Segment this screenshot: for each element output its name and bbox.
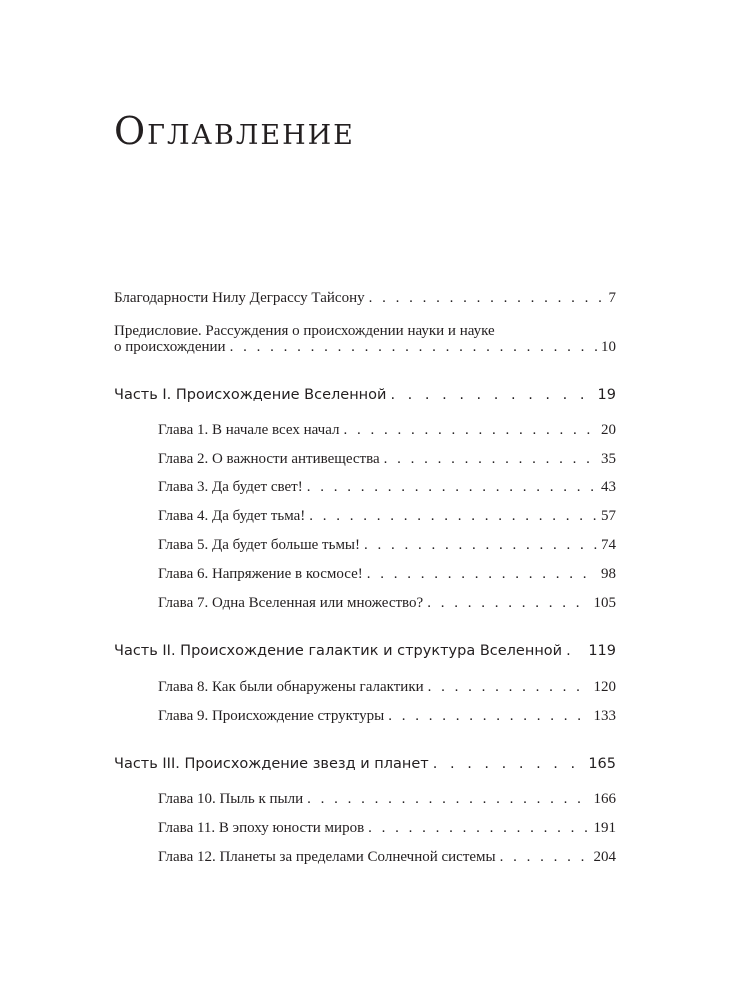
chapter-label: Глава 12. Планеты за пределами Солнечной системы [158, 849, 496, 865]
chapter-label: Глава 11. В эпоху юности миров [158, 820, 365, 836]
chapter-label: Глава 9. Происхождение структуры [158, 708, 385, 724]
chapter-label: Глава 7. Одна Вселенная или множество? [158, 595, 424, 611]
chapter-label: Глава 3. Да будет свет! [158, 479, 303, 495]
chapter-label: Глава 6. Напряжение в космосе! [158, 566, 363, 582]
dot-leader [427, 595, 589, 612]
toc-chapter-3 [158, 479, 616, 496]
entry-label: о происхождении [114, 339, 226, 355]
chapter-label: Глава 8. Как были обнаружены галактики [158, 679, 424, 695]
chapter-page: 105 [593, 595, 616, 611]
page-title: Оглавление [114, 109, 355, 153]
chapter-page: 20 [601, 422, 616, 438]
chapter-page: 43 [601, 479, 616, 495]
toc-chapter-5 [158, 537, 616, 554]
toc-part-3 [114, 756, 616, 772]
toc-chapter-12 [158, 849, 616, 866]
dot-leader [368, 820, 589, 837]
dot-leader [388, 708, 589, 725]
toc-part-2 [114, 643, 616, 659]
chapter-page: 35 [601, 451, 616, 467]
chapter-page: 204 [593, 849, 616, 865]
toc-chapter-2 [158, 451, 616, 468]
dot-leader [307, 791, 589, 808]
dot-leader [433, 756, 585, 772]
dot-leader [369, 290, 605, 307]
toc-part-1 [114, 387, 616, 403]
chapter-label: Глава 2. О важности антивещества [158, 451, 380, 467]
dot-leader [566, 643, 584, 659]
dot-leader [344, 422, 598, 439]
entry-page: 10 [601, 339, 616, 355]
toc-chapter-6 [158, 566, 616, 583]
toc-entry-preface-line1: Предисловие. Рассуждения о происхождении науки и науке [114, 323, 495, 339]
dot-leader [364, 537, 597, 554]
toc-chapter-4 [158, 508, 616, 525]
toc-chapter-8 [158, 679, 616, 696]
chapter-page: 166 [593, 791, 616, 807]
dot-leader [367, 566, 597, 583]
entry-label: Благодарности Нилу Деграссу Тайсону [114, 290, 365, 306]
dot-leader [390, 387, 593, 403]
dot-leader [500, 849, 590, 866]
dot-leader [384, 451, 597, 468]
entry-page: 7 [608, 290, 616, 306]
toc-entry-acknowledgements [114, 290, 616, 307]
toc-entry-preface [114, 339, 616, 356]
chapter-page: 57 [601, 508, 616, 524]
dot-leader [307, 479, 597, 496]
part-page: 165 [588, 756, 616, 772]
part-label: Часть III. Происхождение звезд и планет [114, 756, 429, 772]
chapter-page: 133 [593, 708, 616, 724]
chapter-label: Глава 4. Да будет тьма! [158, 508, 306, 524]
part-label: Часть II. Происхождение галактик и структура Вселенной [114, 643, 563, 659]
toc-chapter-10 [158, 791, 616, 808]
part-label: Часть I. Происхождение Вселенной [114, 387, 387, 403]
chapter-page: 191 [593, 820, 616, 836]
part-page: 19 [597, 387, 616, 403]
chapter-page: 120 [593, 679, 616, 695]
dot-leader [230, 339, 597, 356]
chapter-page: 74 [601, 537, 616, 553]
dot-leader [428, 679, 590, 696]
toc-chapter-1 [158, 422, 616, 439]
part-page: 119 [588, 643, 616, 659]
chapter-page: 98 [601, 566, 616, 582]
toc-chapter-7 [158, 595, 616, 612]
chapter-label: Глава 10. Пыль к пыли [158, 791, 304, 807]
chapter-label: Глава 1. В начале всех начал [158, 422, 340, 438]
toc-chapter-9 [158, 708, 616, 725]
toc-chapter-11 [158, 820, 616, 837]
dot-leader [309, 508, 597, 525]
chapter-label: Глава 5. Да будет больше тьмы! [158, 537, 361, 553]
